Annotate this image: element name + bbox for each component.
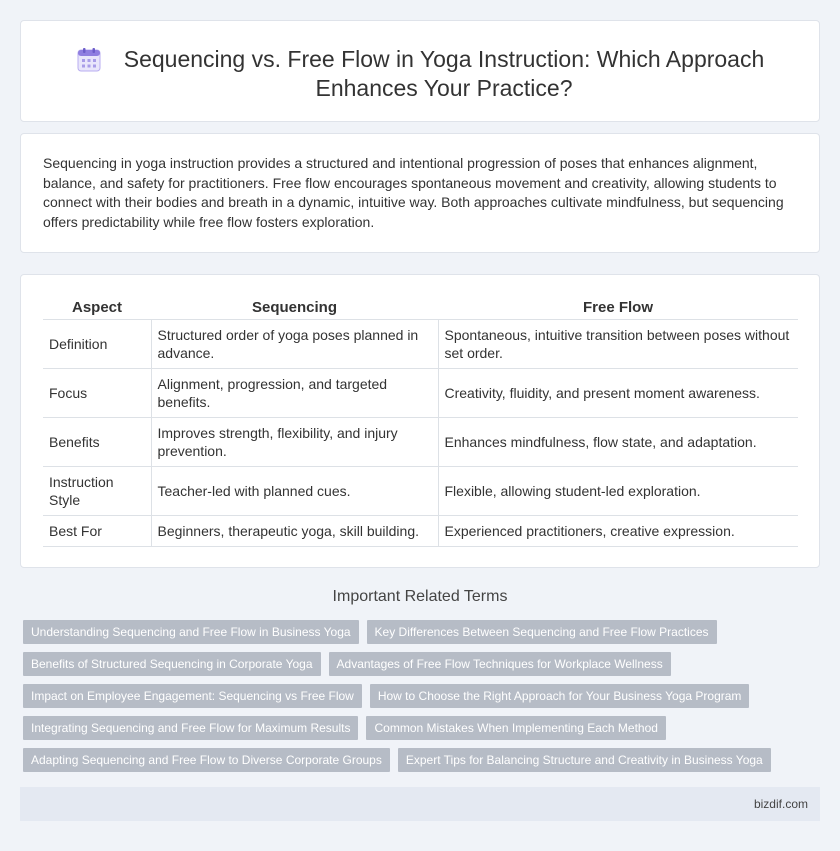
row-sequencing: Structured order of yoga poses planned in advance. <box>151 319 438 368</box>
row-free-flow: Enhances mindfulness, flow state, and adaptation. <box>438 417 798 466</box>
header-aspect: Aspect <box>71 298 123 316</box>
row-aspect: Definition <box>43 319 151 368</box>
related-term-link[interactable]: Adapting Sequencing and Free Flow to Diverse Corporate Groups <box>23 748 390 772</box>
table-row <box>43 319 798 368</box>
row-aspect: Best For <box>43 515 151 546</box>
tag-row <box>23 684 823 708</box>
footer <box>20 787 820 821</box>
row-sequencing: Teacher-led with planned cues. <box>151 466 438 515</box>
related-term-link[interactable]: Key Differences Between Sequencing and Free Flow Practices <box>367 620 717 644</box>
related-term-link[interactable]: Common Mistakes When Implementing Each Method <box>366 716 665 740</box>
tag-row <box>23 652 823 676</box>
table-row <box>43 417 798 466</box>
row-aspect: Benefits <box>43 417 151 466</box>
table-row <box>43 515 798 546</box>
header-sequencing: Sequencing <box>251 298 337 316</box>
page-title-line1: Sequencing vs. Free Flow in Yoga Instruction: Which Approach <box>123 46 765 72</box>
related-term-link[interactable]: Impact on Employee Engagement: Sequencing vs Free Flow <box>23 684 362 708</box>
related-term-link[interactable]: Advantages of Free Flow Techniques for Workplace Wellness <box>329 652 671 676</box>
row-free-flow: Creativity, fluidity, and present moment awareness. <box>438 368 798 417</box>
title-card <box>20 20 820 122</box>
row-sequencing: Beginners, therapeutic yoga, skill building. <box>151 515 438 546</box>
row-aspect: Instruction Style <box>43 466 151 515</box>
related-terms-heading: Important Related Terms <box>332 588 508 605</box>
intro-paragraph: Sequencing in yoga instruction provides a structured and intentional progression of poses that enhances alignment, balance, and safety for practitioners. Free flow encourages spontaneous movement and creativity, allowing students to connect with their bodies and breath in a dynamic, intuitive way. Both approaches cultivate mindfulness, but sequencing offers predictability while free flow fosters exploration. <box>43 155 784 230</box>
tag-row <box>23 620 823 644</box>
tag-row <box>23 748 823 772</box>
tag-row <box>23 716 823 740</box>
related-term-link[interactable]: Expert Tips for Balancing Structure and Creativity in Business Yoga <box>398 748 771 772</box>
comparison-table <box>43 295 798 547</box>
intro-card <box>20 133 820 253</box>
table-row <box>43 368 798 417</box>
row-free-flow: Experienced practitioners, creative expression. <box>438 515 798 546</box>
related-term-link[interactable]: How to Choose the Right Approach for Your Business Yoga Program <box>370 684 750 708</box>
row-free-flow: Flexible, allowing student-led exploration. <box>438 466 798 515</box>
row-aspect: Focus <box>43 368 151 417</box>
table-header-row <box>43 295 798 319</box>
header-free-flow: Free Flow <box>582 298 653 316</box>
row-sequencing: Alignment, progression, and targeted benefits. <box>151 368 438 417</box>
page-title-line2: Enhances Your Practice? <box>315 75 573 101</box>
related-terms-list <box>23 620 823 780</box>
row-free-flow: Spontaneous, intuitive transition between poses without set order. <box>438 319 798 368</box>
footer-site-link[interactable]: bizdif.com <box>753 797 808 811</box>
related-term-link[interactable]: Integrating Sequencing and Free Flow for Maximum Results <box>23 716 358 740</box>
comparison-card <box>20 274 820 568</box>
related-term-link[interactable]: Benefits of Structured Sequencing in Corporate Yoga <box>23 652 321 676</box>
row-sequencing: Improves strength, flexibility, and injury prevention. <box>151 417 438 466</box>
related-term-link[interactable]: Understanding Sequencing and Free Flow in Business Yoga <box>23 620 359 644</box>
page-title <box>124 45 765 103</box>
calendar-icon <box>76 47 102 73</box>
table-row <box>43 466 798 515</box>
